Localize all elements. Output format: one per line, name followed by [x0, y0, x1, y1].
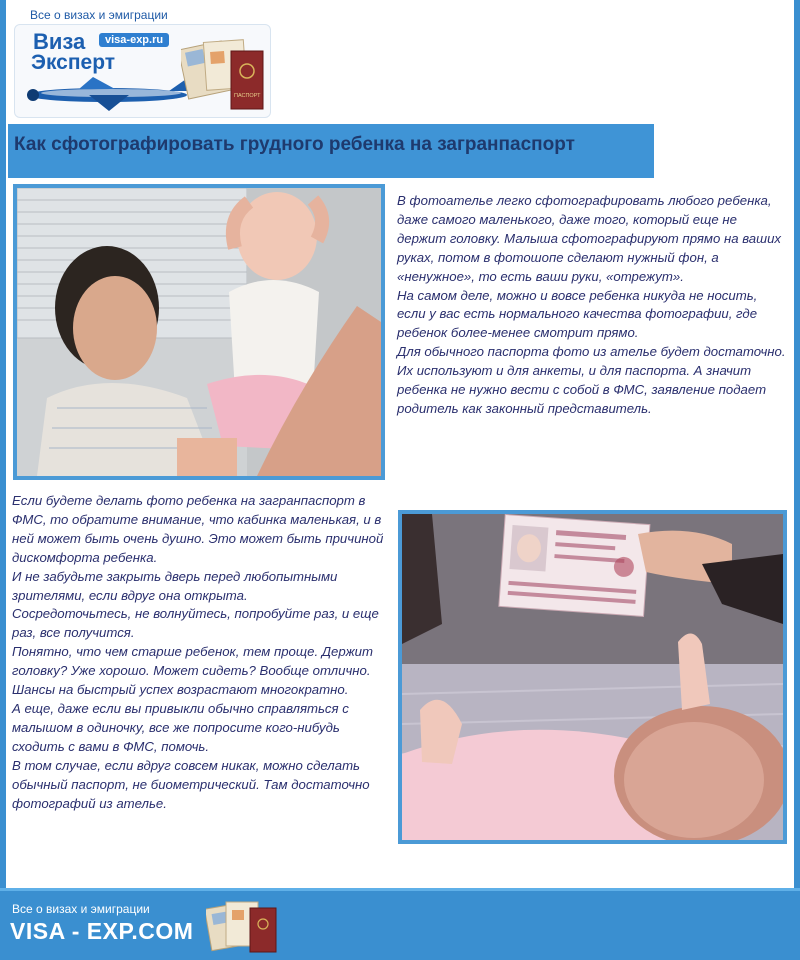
paragraph: В фотоателье легко сфотографировать любого ребенка, даже самого маленького, даже того, который еще не держит головку. Малыша сфотографируют прямо на ваших руках, потом в фотошопе сделают нужный фон, а «ненужное», то есть ваши руки, «отрежут».: [397, 193, 782, 284]
article-title: Как сфотографировать грудного ребенка на загранпаспорт: [14, 134, 575, 155]
footer-tagline: Все о визах и эмиграции: [12, 902, 150, 916]
paragraph: На самом деле, можно и вовсе ребенка никуда не носить, если у вас есть нормального качества фотографии, где ребенок более-менее смотрит прямо.: [397, 287, 758, 341]
footer-brand-link[interactable]: VISA - EXP.COM: [10, 918, 194, 944]
paragraph: Для обычного паспорта фото из ателье будет достаточно. Их используют и для анкеты, и для паспорта. А значит ребенка не нужно вести с собой в ФМС, заявление подает родитель как законный представитель.: [397, 344, 786, 416]
documents-icon: [181, 31, 267, 115]
photo-baby-with-passport: [398, 510, 787, 844]
paragraph: И не забудьте закрыть дверь перед любопытными зрителями, если вдруг она открыта.: [12, 568, 338, 603]
article-title-bar: [8, 124, 654, 178]
logo-word-viza: Виза: [33, 29, 86, 54]
photo-father-holding-baby: [13, 184, 385, 480]
logo-url-badge: visa-exp.ru: [99, 33, 169, 47]
footer-accent-line: [0, 888, 800, 891]
paragraph: Понятно, что чем старше ребенок, тем проще. Держит головку? Уже хорошо. Может сидеть? Вообще отлично. Шансы на быстрый успех возрастают многократно.: [12, 644, 373, 698]
header-tagline: Все о визах и эмиграции: [30, 8, 168, 22]
site-footer: [0, 888, 800, 960]
site-logo[interactable]: [14, 24, 271, 118]
article-text-block-1: [397, 192, 789, 419]
article-text-block-2: [12, 492, 392, 813]
airplane-icon: [19, 73, 195, 113]
right-frame-border: [794, 0, 800, 960]
left-frame-border: [0, 0, 6, 960]
paragraph: Сосредоточьтесь, не волнуйтесь, попробуйте раз, и еще раз, все получится.: [12, 606, 379, 641]
paragraph: А еще, даже если вы привыкли обычно справляться с малышом в одиночку, все же попросите кого-нибудь сходить с вами в ФМС, помочь.: [12, 700, 349, 754]
passports-icon: [206, 896, 278, 954]
site-header: [6, 0, 794, 120]
logo-word-expert: Эксперт: [31, 51, 116, 74]
baby-passport-illustration: [402, 514, 783, 840]
paragraph: Если будете делать фото ребенка на загранпаспорт в ФМС, то обратите внимание, что кабинка маленькая, и в ней может быть очень душно. Это может быть причиной дискомфорта ребенка.: [12, 493, 384, 565]
father-baby-illustration: [17, 188, 381, 476]
passport-label: ПАСПОРТ: [234, 93, 261, 99]
paragraph: В том случае, если вдруг совсем никак, можно сделать обычный паспорт, не биометрический. Там достаточно фотографий из ателье.: [12, 757, 370, 811]
